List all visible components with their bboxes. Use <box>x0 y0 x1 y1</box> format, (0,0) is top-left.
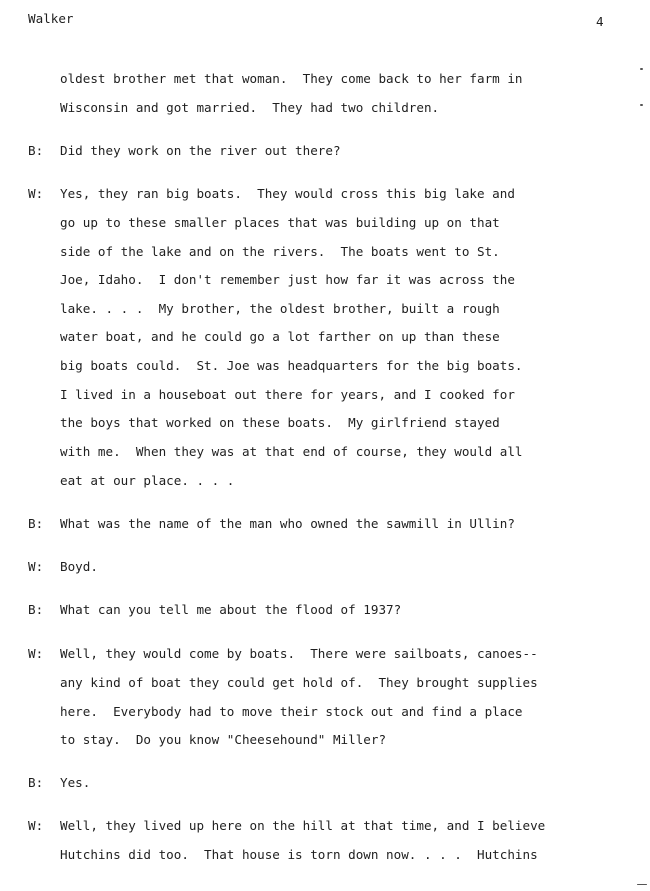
transcript-line: Hutchins did too. That house is torn down now. . . . Hutchins <box>60 847 538 862</box>
transcript-line: Well, they would come by boats. There were sailboats, canoes-- <box>60 646 538 661</box>
transcript-line: any kind of boat they could get hold of. They brought supplies <box>60 675 538 690</box>
transcript-line: Did they work on the river out there? <box>60 143 341 158</box>
transcript-line: side of the lake and on the rivers. The boats went to St. <box>60 244 500 259</box>
speaker-label: W: <box>28 818 44 833</box>
page-number: 4 <box>596 14 604 29</box>
scan-speck <box>637 884 647 885</box>
transcript-line: I lived in a houseboat out there for years, and I cooked for <box>60 387 515 402</box>
transcript-line: water boat, and he could go a lot farther on up than these <box>60 329 500 344</box>
header-interviewee-name: Walker <box>28 11 74 26</box>
speaker-label: W: <box>28 559 44 574</box>
transcript-line: Yes. <box>60 775 91 790</box>
speaker-label: B: <box>28 775 44 790</box>
transcript-line: go up to these smaller places that was building up on that <box>60 215 500 230</box>
transcript-line: with me. When they was at that end of course, they would all <box>60 444 523 459</box>
speaker-label: B: <box>28 516 44 531</box>
transcript-line: lake. . . . My brother, the oldest brother, built a rough <box>60 301 500 316</box>
transcript-line: big boats could. St. Joe was headquarters for the big boats. <box>60 358 523 373</box>
speaker-label: B: <box>28 143 44 158</box>
speaker-label: W: <box>28 646 44 661</box>
transcript-line: What was the name of the man who owned the sawmill in Ullin? <box>60 516 515 531</box>
transcript-line: eat at our place. . . . <box>60 473 235 488</box>
scan-speck <box>640 104 643 106</box>
transcript-line: What can you tell me about the flood of 1937? <box>60 602 402 617</box>
scan-speck <box>640 68 643 70</box>
transcript-line: to stay. Do you know "Cheesehound" Miller? <box>60 732 387 747</box>
transcript-line: Boyd. <box>60 559 98 574</box>
transcript-line: Well, they lived up here on the hill at that time, and I believe <box>60 818 546 833</box>
transcript-line: oldest brother met that woman. They come back to her farm in <box>60 71 523 86</box>
transcript-line: here. Everybody had to move their stock out and find a place <box>60 704 523 719</box>
transcript-line: Yes, they ran big boats. They would cross this big lake and <box>60 186 515 201</box>
transcript-line: the boys that worked on these boats. My girlfriend stayed <box>60 415 500 430</box>
speaker-label: W: <box>28 186 44 201</box>
transcript-line: Joe, Idaho. I don't remember just how far it was across the <box>60 272 515 287</box>
speaker-label: B: <box>28 602 44 617</box>
transcript-line: Wisconsin and got married. They had two children. <box>60 100 440 115</box>
